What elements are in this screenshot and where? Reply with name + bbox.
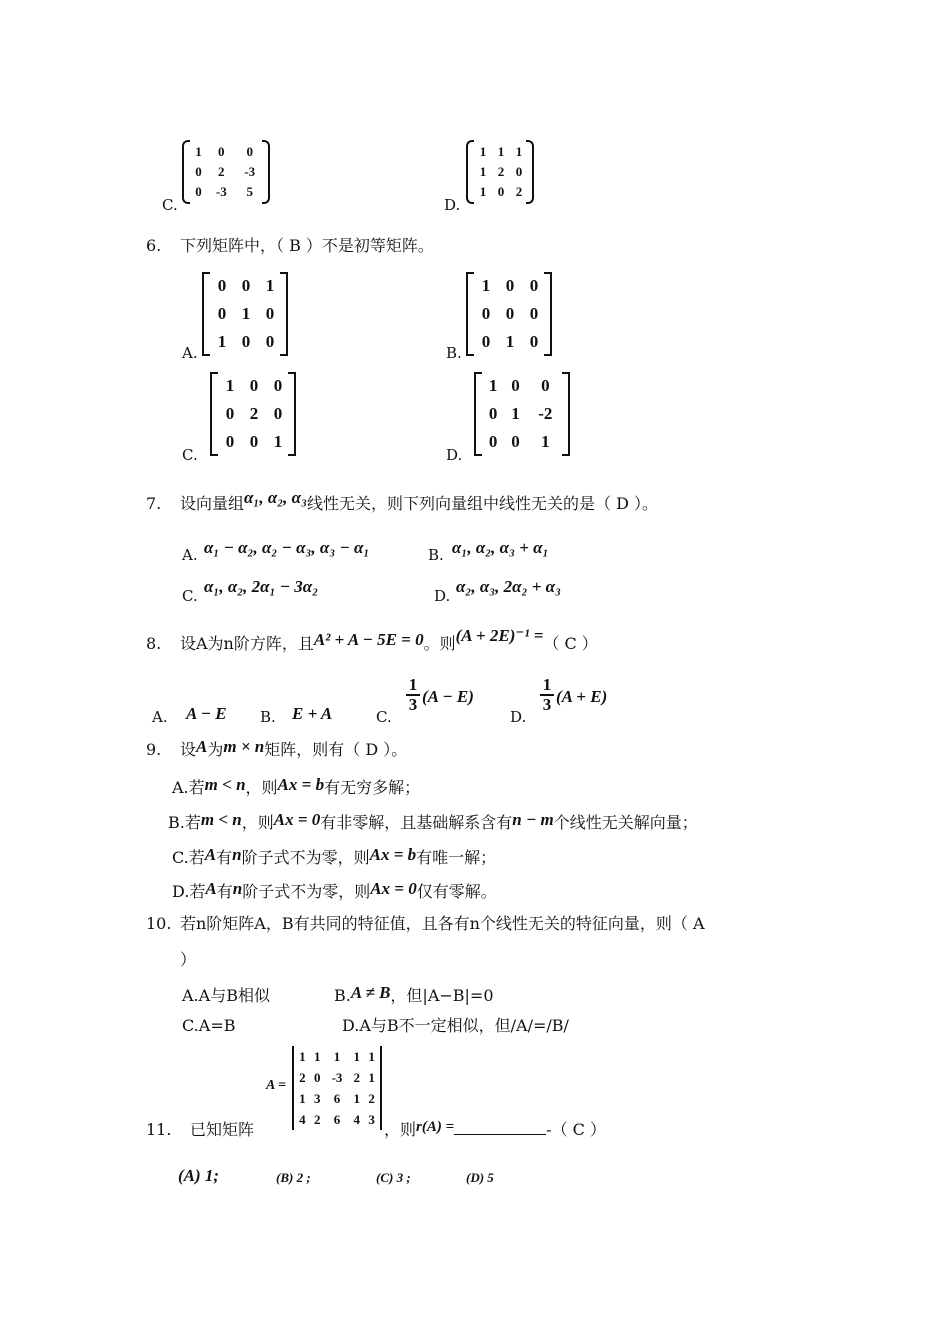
q6-d-matrix-cell: 0 [488, 432, 498, 451]
q6-a-matrix-cell: 1 [241, 304, 251, 323]
q8-option-c-expr: (A − E) [422, 687, 474, 706]
q5-d-matrix-cell: 2 [497, 164, 505, 179]
q11-matrix-cell: 4 [353, 1112, 360, 1127]
q8-option-b-label: B. [260, 708, 276, 726]
q10-option-d: D.A与B不一定相似，但/A/=/B/ [342, 1016, 569, 1035]
q9-a-m1: m < n [204, 775, 246, 794]
q11-number: 11. [146, 1120, 172, 1139]
q10-b-label: B. [334, 986, 351, 1005]
q6-c-matrix-cell: 0 [273, 404, 283, 423]
q11-matrix-row [295, 1046, 379, 1067]
q11-matrix-row [295, 1109, 379, 1130]
q7-option-b-label: B. [428, 546, 444, 564]
q9-a-p3: 有无穷多解； [324, 778, 421, 797]
q10-b-math: A ≠ B [350, 983, 391, 1002]
q5-d-matrix-cell: 2 [515, 184, 523, 199]
q5-c-matrix-row [190, 142, 264, 162]
q6-b-matrix-row [474, 300, 546, 328]
q6-a-matrix-cell: 0 [217, 276, 227, 295]
q6-b-matrix-cell: 0 [481, 304, 491, 323]
q5-c-matrix-cell: 0 [218, 144, 225, 159]
q11-matrix-cell: 3 [368, 1112, 375, 1127]
q6-a-matrix-row [210, 328, 282, 356]
q11-determinant-matrix [292, 1046, 382, 1130]
q11-matrix-cell: 1 [368, 1049, 375, 1064]
q8-option-a-expr: A − E [186, 704, 227, 723]
q5-d-matrix-row [474, 142, 528, 162]
q8-answer: （ C ） [543, 634, 598, 653]
q6-d-matrix-cell: 1 [541, 432, 550, 451]
q9-option-b [168, 810, 698, 833]
q5-c-matrix-cell: 0 [195, 184, 202, 199]
q6-a-matrix-cell: 0 [241, 276, 251, 295]
q7-option-c-label: C. [182, 587, 198, 605]
q11-matrix-cell: 1 [353, 1091, 360, 1106]
q5-d-matrix-cell: 1 [479, 144, 487, 159]
q6-a-matrix-cell: 0 [265, 332, 275, 351]
q8-option-d-fraction [540, 676, 554, 714]
q11-matrix-cell: 4 [299, 1112, 306, 1127]
q6-b-matrix-row [474, 328, 546, 356]
q9-d-m3: Ax = 0 [370, 879, 417, 898]
q6-c-matrix-cell: 0 [225, 404, 235, 423]
q11-matrix-cell: 3 [313, 1091, 321, 1106]
q6-a-matrix-row [210, 300, 282, 328]
q6-a-matrix-cell: 0 [241, 332, 251, 351]
q9-text1: 设 [180, 740, 197, 759]
q9-c-p3: 阶子式不为零，则 [241, 848, 370, 867]
q9-b-m1: m < n [200, 810, 242, 829]
q6-c-matrix-row [218, 428, 290, 456]
q5-c-matrix-cell: -3 [244, 164, 256, 179]
q11-matrix-cell: 2 [368, 1091, 375, 1106]
q6-question: 下列矩阵中，（ B ）不是初等矩阵。 [180, 236, 434, 255]
q10-option-a: A.A与B相似 [182, 986, 270, 1005]
q6-c-matrix-row [218, 372, 290, 400]
q11-matrix-cell: -3 [331, 1070, 343, 1085]
q8-number: 8. [146, 634, 162, 653]
q8-option-a-label: A. [152, 708, 168, 726]
q9-b-p1: B.若 [168, 813, 201, 832]
q8-d-frac-num: 1 [540, 676, 554, 696]
q11-matrix-cell: 6 [333, 1112, 341, 1127]
q7-option-d-label: D. [434, 587, 451, 605]
q11-matrix-cell: 1 [313, 1049, 321, 1064]
q7-question [180, 488, 659, 514]
q9-b-p2: ，则 [241, 813, 274, 832]
q5-d-matrix-cell: 1 [479, 164, 487, 179]
q9-d-m1: A [205, 879, 217, 898]
q6-d-matrix-row [482, 400, 564, 428]
q9-a-p2: ，则 [245, 778, 278, 797]
q11-option-a: (A) 1; [178, 1166, 220, 1185]
q6-b-matrix-cell: 1 [481, 276, 491, 295]
q6-option-c-label: C. [182, 446, 198, 464]
q6-a-matrix-cell: 1 [265, 276, 275, 295]
q7-option-b-expr: α₁, α₂, α₃ + α₁ [452, 538, 549, 557]
q9-d-p2: 有 [216, 882, 233, 901]
q9-c-m3: Ax = b [369, 845, 417, 864]
q11-question: 已知矩阵 [190, 1120, 255, 1139]
q6-b-matrix-cell: 1 [505, 332, 515, 351]
q7-option-d-expr: α₂, α₃, 2α₂ + α₃ [456, 577, 562, 596]
q5-option-c-matrix [182, 140, 270, 204]
q5-d-matrix-cell: 0 [497, 184, 505, 199]
q9-c-p1: C.若 [172, 848, 205, 867]
q6-d-matrix-cell: 0 [511, 432, 520, 451]
q6-d-matrix-cell: 1 [488, 376, 498, 395]
q6-c-matrix-cell: 0 [225, 432, 235, 451]
q11-option-b: (B) 2 ; [276, 1170, 311, 1185]
q9-a-m2: Ax = b [277, 775, 325, 794]
q9-question [180, 737, 408, 760]
q6-d-matrix-cell: 1 [511, 404, 520, 423]
q9-d-p3: 阶子式不为零，则 [242, 882, 371, 901]
q6-c-matrix-cell: 2 [249, 404, 259, 423]
q6-b-matrix-row [474, 272, 546, 300]
q7-option-c-expr: α₁, α₂, 2α₁ − 3α₂ [204, 577, 319, 596]
q9-option-c [172, 845, 497, 868]
q11-matrix-name: A = [266, 1078, 287, 1093]
q5-c-matrix-cell: 2 [218, 164, 225, 179]
q10-option-c: C.A=B [182, 1016, 236, 1035]
q9-option-d [172, 879, 497, 902]
q6-option-d-matrix [474, 372, 570, 456]
q7-number: 7. [146, 494, 162, 513]
q9-c-p4: 有唯一解； [416, 848, 497, 867]
q11-matrix-cell: 2 [299, 1070, 306, 1085]
q5-d-matrix-cell: 1 [479, 184, 487, 199]
q5-option-d-matrix [466, 140, 534, 204]
q5-d-matrix-cell: 1 [497, 144, 505, 159]
q5-c-matrix-row [190, 162, 264, 182]
q8-text1: 设A为n阶方阵，且 [180, 634, 314, 653]
q6-d-matrix-cell: 0 [541, 376, 550, 395]
q9-d-p1: D.若 [172, 882, 206, 901]
q11-matrix-row [295, 1067, 379, 1088]
q11-matrix-cell: 2 [353, 1070, 360, 1085]
q6-option-b-label: B. [446, 344, 462, 362]
q9-dims: m × n [223, 737, 265, 756]
q8-d-frac-den: 3 [542, 695, 552, 714]
q6-c-matrix-cell: 0 [273, 376, 283, 395]
q9-text2: 为 [207, 740, 224, 759]
q6-b-matrix-cell: 0 [529, 276, 539, 295]
q11-matrix-cell: 1 [299, 1091, 306, 1106]
q5-c-matrix-cell: 1 [195, 144, 202, 159]
q5-c-matrix-cell: 0 [246, 144, 253, 159]
q5-option-d-label: D. [444, 196, 461, 214]
q5-d-matrix-row [474, 182, 528, 202]
q9-a-p1: A.若 [172, 778, 205, 797]
q11-answer-blank [454, 1134, 546, 1135]
q6-d-matrix-row [482, 428, 564, 456]
q5-c-matrix-cell: -3 [215, 184, 227, 199]
q11-matrix-row [295, 1088, 379, 1109]
q10-question-cont: ） [180, 950, 197, 969]
q9-c-p2: 有 [216, 848, 233, 867]
q8-option-b-expr: E + A [292, 704, 333, 723]
q11-matrix-cell: 2 [313, 1112, 321, 1127]
q5-c-matrix-cell: 0 [195, 164, 202, 179]
q10-question: 若n阶矩阵A，B有共同的特征值，且各有n个线性无关的特征向量，则（ A [180, 914, 705, 933]
q11-tail [384, 1120, 606, 1141]
q6-option-c-matrix [210, 372, 296, 456]
q5-d-matrix-row [474, 162, 528, 182]
q11-option-c: (C) 3 ; [376, 1170, 411, 1185]
q5-c-matrix-cell: 5 [246, 184, 253, 199]
q9-d-m2: n [232, 879, 243, 898]
q11-text2: ，则 [384, 1120, 417, 1139]
q5-d-matrix-cell: 0 [515, 164, 523, 179]
q9-c-m2: n [232, 845, 242, 864]
q7-prefix: 设向量组 [180, 494, 245, 513]
q7-option-a-label: A. [182, 546, 198, 564]
q9-b-m3: n − m [512, 810, 554, 829]
q7-suffix: 线性无关，则下列向量组中线性无关的是（ D ）。 [307, 494, 659, 513]
q9-d-p4: 仅有零解。 [416, 882, 497, 901]
q6-b-matrix-cell: 0 [529, 332, 539, 351]
q8-option-d-expr: (A + E) [556, 687, 608, 706]
q6-d-matrix-cell: -2 [538, 404, 553, 423]
q6-option-b-matrix [466, 272, 552, 356]
q11-matrix-cell: 1 [333, 1049, 341, 1064]
q11-matrix-cell: 1 [368, 1070, 375, 1085]
q9-b-m2: Ax = 0 [273, 810, 321, 829]
q8-option-c-fraction [406, 676, 420, 714]
q9-b-p4: 个线性无关解向量； [553, 813, 698, 832]
q11-matrix-cell: 6 [333, 1091, 341, 1106]
q10-number: 10. [146, 914, 172, 933]
q6-number: 6. [146, 236, 162, 255]
q6-a-matrix-cell: 0 [217, 304, 227, 323]
q8-option-d-label: D. [510, 708, 527, 726]
q9-text3: 矩阵，则有（ D ）。 [264, 740, 408, 759]
q11-matrix-cell: 0 [313, 1070, 321, 1085]
q11-rank-expr: r(A) = [416, 1119, 455, 1135]
q9-c-m1: A [204, 845, 217, 864]
q6-option-a-matrix [202, 272, 288, 356]
q5-d-matrix-cell: 1 [515, 144, 523, 159]
q6-b-matrix-cell: 0 [505, 276, 515, 295]
q6-b-matrix-cell: 0 [529, 304, 539, 323]
q11-option-d: (D) 5 [466, 1170, 494, 1185]
q10-option-b [334, 983, 494, 1006]
q8-inverse-expr: (A + 2E)⁻¹ = [455, 626, 544, 645]
q8-text2: 。则 [423, 634, 456, 653]
q9-number: 9. [146, 740, 162, 759]
q6-option-a-label: A. [182, 344, 198, 362]
q6-b-matrix-cell: 0 [481, 332, 491, 351]
q6-d-matrix-cell: 0 [511, 376, 520, 395]
q6-c-matrix-cell: 0 [249, 432, 259, 451]
q6-c-matrix-row [218, 400, 290, 428]
q10-b-text: ，但|A−B|=0 [390, 986, 494, 1005]
q9-var: A [196, 737, 208, 756]
q5-c-matrix-row [190, 182, 264, 202]
q6-a-matrix-row [210, 272, 282, 300]
q8-c-frac-den: 3 [408, 695, 418, 714]
q6-b-matrix-cell: 0 [505, 304, 515, 323]
q7-vector-set: α₁, α₂, α₃ [244, 488, 308, 507]
q6-d-matrix-row [482, 372, 564, 400]
q9-b-p3: 有非零解，且基础解系含有 [320, 813, 513, 832]
q6-c-matrix-cell: 1 [225, 376, 235, 395]
q6-d-matrix-cell: 0 [488, 404, 498, 423]
q8-c-frac-num: 1 [406, 676, 420, 696]
q8-option-c-label: C. [376, 708, 392, 726]
q9-option-a [172, 775, 421, 798]
q6-a-matrix-cell: 0 [265, 304, 275, 323]
q5-option-c-label: C. [162, 196, 178, 214]
q6-c-matrix-cell: 0 [249, 376, 259, 395]
q11-matrix-cell: 1 [353, 1049, 360, 1064]
q11-matrix-cell: 1 [299, 1049, 306, 1064]
q7-option-a-expr: α₁ − α₂, α₂ − α₃, α₃ − α₁ [204, 538, 370, 557]
q6-a-matrix-cell: 1 [217, 332, 227, 351]
q8-equation: A² + A − 5E = 0 [313, 630, 424, 649]
q11-answer: -（ C ） [546, 1120, 606, 1139]
q6-c-matrix-cell: 1 [273, 432, 283, 451]
q6-option-d-label: D. [446, 446, 463, 464]
q8-question [180, 626, 598, 654]
